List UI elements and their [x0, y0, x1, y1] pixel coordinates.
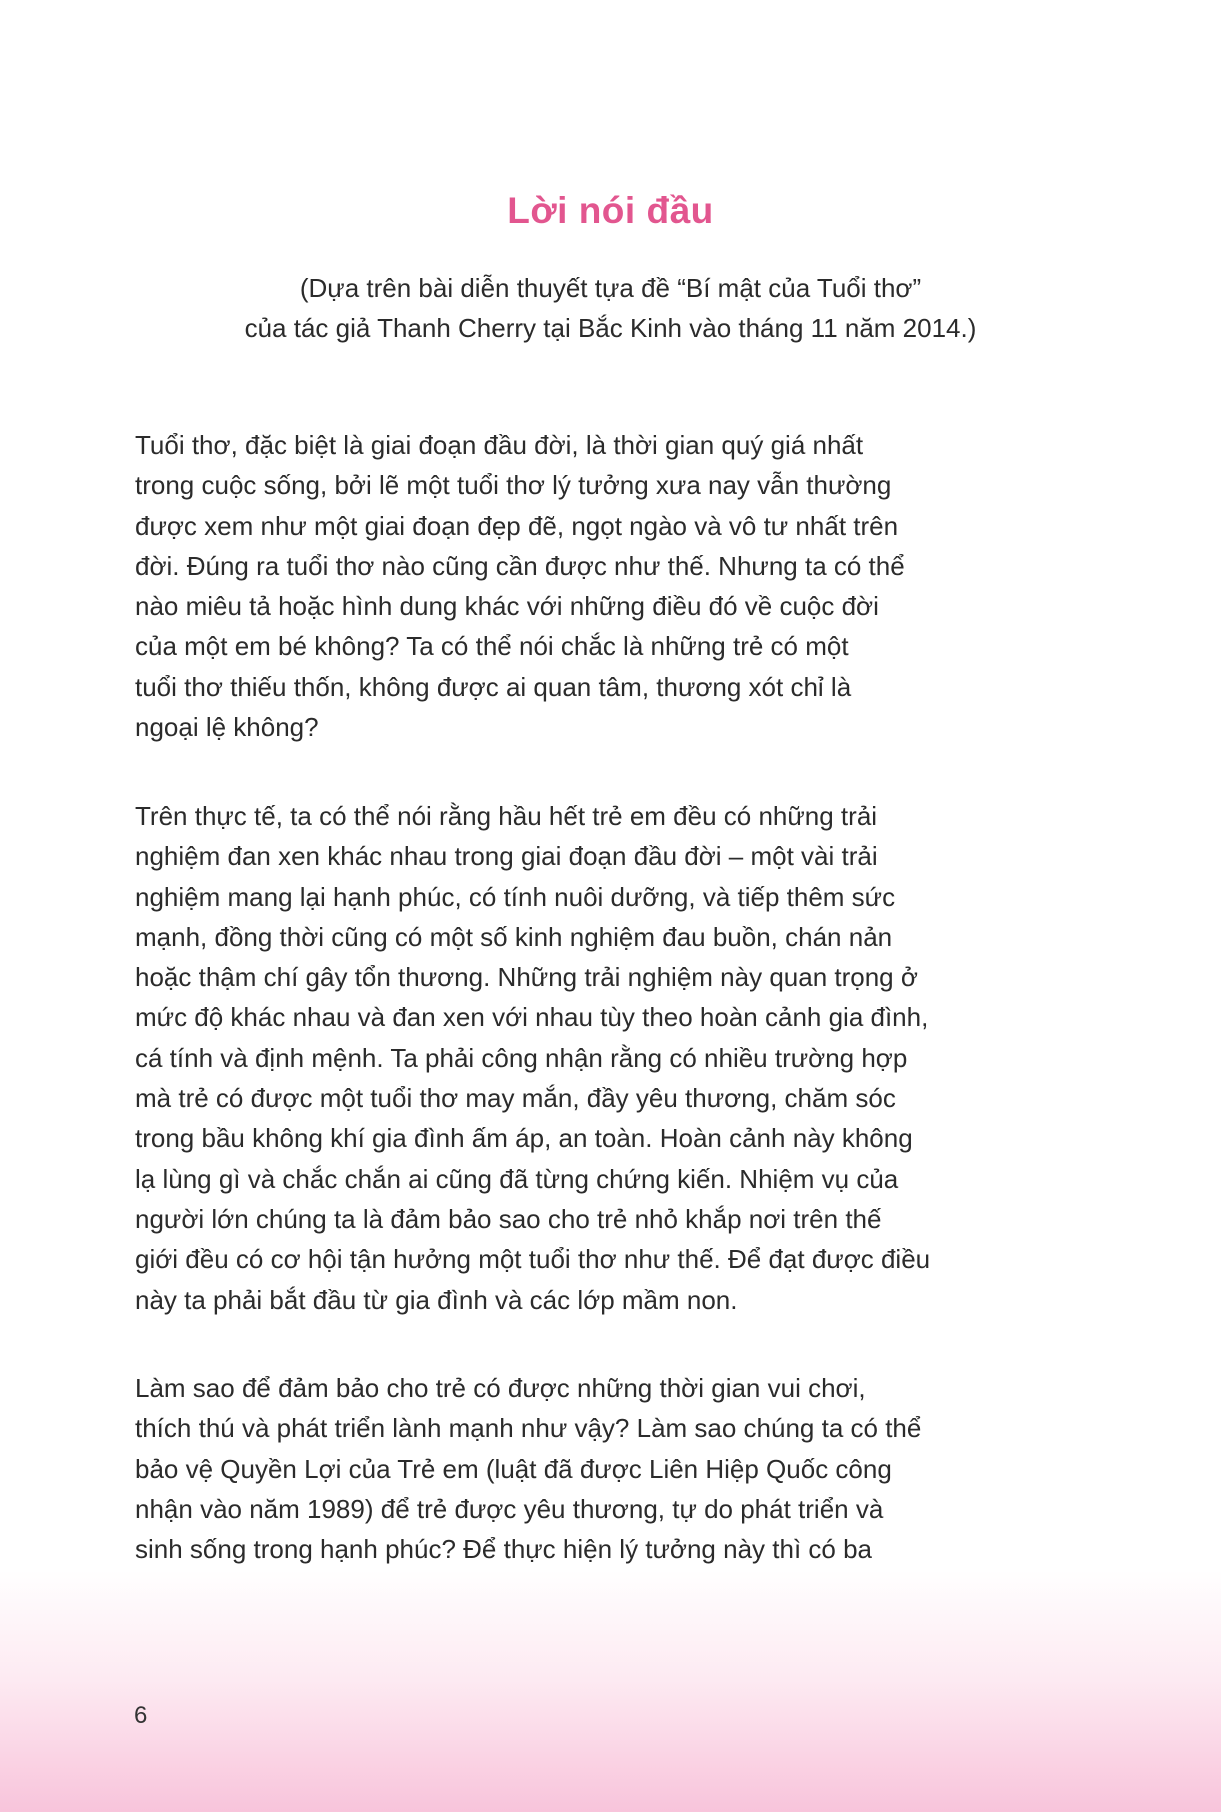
text-line: Làm sao để đảm bảo cho trẻ có được những thời gian vui chơi, [135, 1373, 866, 1403]
text-line: nghiệm mang lại hạnh phúc, có tính nuôi dưỡng, và tiếp thêm sức [135, 881, 896, 912]
text-line: mức độ khác nhau và đan xen với nhau tùy theo hoàn cảnh gia đình, [135, 1002, 929, 1033]
text-line: sinh sống trong hạnh phúc? Để thực hiện lý tưởng này thì có ba [135, 1534, 872, 1565]
text-line: người lớn chúng ta là đảm bảo sao cho trẻ nhỏ khắp nơi trên thế [135, 1203, 882, 1234]
chapter-subtitle [0, 268, 1221, 348]
text-line: ngoại lệ không? [135, 712, 319, 743]
text-line: lạ lùng gì và chắc chắn ai cũng đã từng chứng kiến. Nhiệm vụ của [135, 1163, 899, 1194]
paragraph-2 [135, 796, 1095, 1320]
text-line: tuổi thơ thiếu thốn, không được ai quan tâm, thương xót chỉ là [135, 671, 852, 702]
text-line: nào miêu tả hoặc hình dung khác với những điều đó về cuộc đời [135, 591, 879, 622]
text-line: nhận vào năm 1989) để trẻ được yêu thương, tự do phát triển và [135, 1493, 884, 1524]
text-line: được xem như một giai đoạn đẹp đẽ, ngọt ngào và vô tư nhất trên [135, 510, 899, 541]
text-line: trong cuộc sống, bởi lẽ một tuổi thơ lý tưởng xưa nay vẫn thường [135, 470, 892, 501]
subtitle-line: của tác giả Thanh Cherry tại Bắc Kinh vào tháng 11 năm 2014.) [244, 313, 977, 343]
text-line: thích thú và phát triển lành mạnh như vậy? Làm sao chúng ta có thể [135, 1413, 922, 1444]
chapter-title: Lời nói đầu [507, 190, 714, 231]
text-line: hoặc thậm chí gây tổn thương. Những trải nghiệm này quan trọng ở [135, 962, 918, 993]
subtitle-line: (Dựa trên bài diễn thuyết tựa đề “Bí mật của Tuổi thơ” [299, 273, 922, 303]
text-line: cá tính và định mệnh. Ta phải công nhận rằng có nhiều trường hợp [135, 1042, 908, 1073]
text-line: đời. Đúng ra tuổi thơ nào cũng cần được như thế. Nhưng ta có thể [135, 550, 905, 581]
text-line: bảo vệ Quyền Lợi của Trẻ em (luật đã được Liên Hiệp Quốc công [135, 1453, 892, 1484]
page-number: 6 [134, 1702, 148, 1729]
text-line: của một em bé không? Ta có thể nói chắc là những trẻ có một [135, 631, 849, 662]
text-line: Trên thực tế, ta có thể nói rằng hầu hết trẻ em đều có những trải [135, 801, 878, 831]
text-line: mạnh, đồng thời cũng có một số kinh nghiệm đau buồn, chán nản [135, 921, 893, 952]
paragraph-3 [135, 1368, 1095, 1569]
text-line: giới đều có cơ hội tận hưởng một tuổi thơ như thế. Để đạt được điều [135, 1244, 931, 1275]
text-line: Tuổi thơ, đặc biệt là giai đoạn đầu đời, là thời gian quý giá nhất [135, 430, 864, 460]
text-line: này ta phải bắt đầu từ gia đình và các lớp mầm non. [135, 1284, 738, 1315]
text-line: nghiệm đan xen khác nhau trong giai đoạn đầu đời – một vài trải [135, 841, 878, 872]
text-line: trong bầu không khí gia đình ấm áp, an toàn. Hoàn cảnh này không [135, 1123, 913, 1154]
paragraph-1 [135, 425, 1095, 747]
text-line: mà trẻ có được một tuổi thơ may mắn, đầy yêu thương, chăm sóc [135, 1083, 896, 1114]
